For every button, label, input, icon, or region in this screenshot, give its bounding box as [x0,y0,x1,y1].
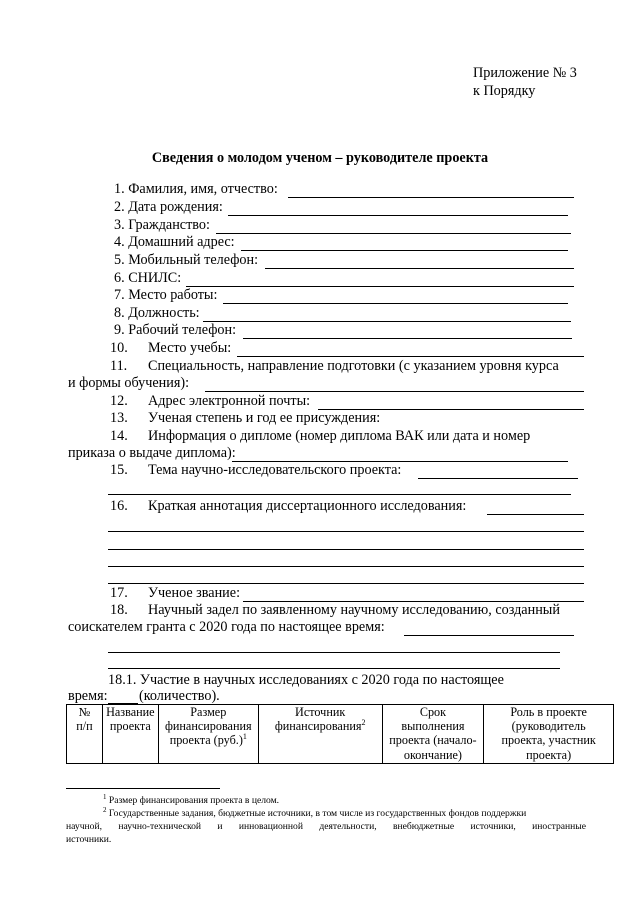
footnote-ref-1: 1 [242,732,247,742]
col-header-role: Роль в проекте (руководитель проекта, участник проекта) [484,705,614,764]
item-snils-label: 6. СНИЛС: [114,270,182,286]
item-13-number: 13. [110,410,128,426]
footnote-1-mark: 1 [103,792,107,801]
appendix-order: к Порядку [473,83,536,99]
footnote-2-text-line2: научной, научно-технической и инновационной деятельности, внебюджетные источники, иностранные [66,821,586,832]
item-18-number: 18. [110,602,128,618]
item-12-number: 12. [110,393,128,409]
item-home-address-label: 4. Домашний адрес: [114,234,235,250]
position-field-line[interactable] [203,321,571,322]
col-header-funding-source: Источник финансирования$^2$ [258,705,382,764]
item-16-number: 16. [110,498,128,514]
item-project-topic-label: Тема научно-исследовательского проекта: [148,462,402,478]
item-birth-date-label: 2. Дата рождения: [114,199,223,215]
scientific-backlog-field-line[interactable] [404,635,574,636]
item-position-label: 8. Должность: [114,305,200,321]
specialty-field-line[interactable] [205,391,584,392]
annotation-field-line[interactable] [487,514,584,515]
scientific-backlog-field-line-3[interactable] [108,668,560,669]
item-11-number: 11. [110,358,128,374]
appendix-number: Приложение № 3 [473,65,577,81]
item-18-1-label: 18.1. Участие в научных исследованиях с 2020 года по настоящее [108,672,504,688]
annotation-field-line-3[interactable] [108,549,584,550]
full-name-field-line[interactable] [288,197,574,198]
item-study-place-label: Место учебы: [148,340,232,356]
item-18-1-count-label: (количество). [139,688,220,704]
col-header-funding-size: Размер финансирования проекта $(руб.)^1$ [158,705,258,764]
footnote-ref-2: 2 [361,718,366,728]
item-specialty-label-cont: и формы обучения): [68,375,190,391]
item-diploma-label-cont: приказа о выдаче диплома): [68,445,236,461]
col-header-number: № п/п [67,705,103,764]
home-address-field-line[interactable] [241,250,568,251]
item-specialty-label: Специальность, направление подготовки (с указанием уровня курса [148,358,559,374]
footnote-2-text-line3: источники. [66,834,112,845]
project-topic-field-line-2[interactable] [108,494,571,495]
citizenship-field-line[interactable] [216,233,571,234]
item-workplace-label: 7. Место работы: [114,287,218,303]
item-email-label: Адрес электронной почты: [148,393,311,409]
footnote-2-mark: 2 [103,805,107,814]
item-scientific-backlog-label: Научный задел по заявленному научному исследованию, созданный [148,602,560,618]
snils-field-line[interactable] [186,286,574,287]
footnote-1-text: Размер финансирования проекта в целом. [108,795,280,806]
birth-date-field-line[interactable] [228,215,568,216]
item-17-number: 17. [110,585,128,601]
item-15-number: 15. [110,462,128,478]
workplace-field-line[interactable] [223,303,568,304]
footnote-2-text-line1: Государственные задания, бюджетные источники, в том числе из государственных фондов поддержки [108,808,527,819]
item-14-number: 14. [110,428,128,444]
item-degree-label: Ученая степень и год ее присуждения: [148,410,381,426]
item-10-number: 10. [110,340,128,356]
item-academic-title-label: Ученое звание: [148,585,241,601]
scientific-backlog-field-line-2[interactable] [108,652,560,653]
page-title: Сведения о молодом ученом – руководителе проекта [151,150,489,166]
footnote-separator [66,788,220,789]
mobile-phone-field-line[interactable] [265,268,574,269]
col-header-duration: Срок выполнения проекта (начало- окончание) [382,705,484,764]
annotation-field-line-4[interactable] [108,566,584,567]
item-work-phone-label: 9. Рабочий телефон: [114,322,237,338]
item-diploma-label: Информация о дипломе (номер диплома ВАК или дата и номер [148,428,531,444]
footnote-2 [103,805,527,821]
table-header-row [67,705,614,764]
annotation-field-line-2[interactable] [108,531,584,532]
projects-table [66,704,614,764]
item-scientific-backlog-label-cont: соискателем гранта с 2020 года по настоящее время: [68,619,385,635]
col-header-project-name: Название проекта [102,705,158,764]
item-annotation-label: Краткая аннотация диссертационного исследования: [148,498,467,514]
item-18-1-time-label: время: [68,688,108,704]
item-full-name-label: 1. Фамилия, имя, отчество: [114,181,278,197]
project-topic-field-line[interactable] [418,478,578,479]
work-phone-field-line[interactable] [243,338,572,339]
study-place-field-line[interactable] [237,356,584,357]
item-citizenship-label: 3. Гражданство: [114,217,210,233]
annotation-field-line-5[interactable] [108,583,584,584]
appendix-reference [473,64,577,100]
item-mobile-phone-label: 5. Мобильный телефон: [114,252,259,268]
footnote-1 [103,792,280,808]
